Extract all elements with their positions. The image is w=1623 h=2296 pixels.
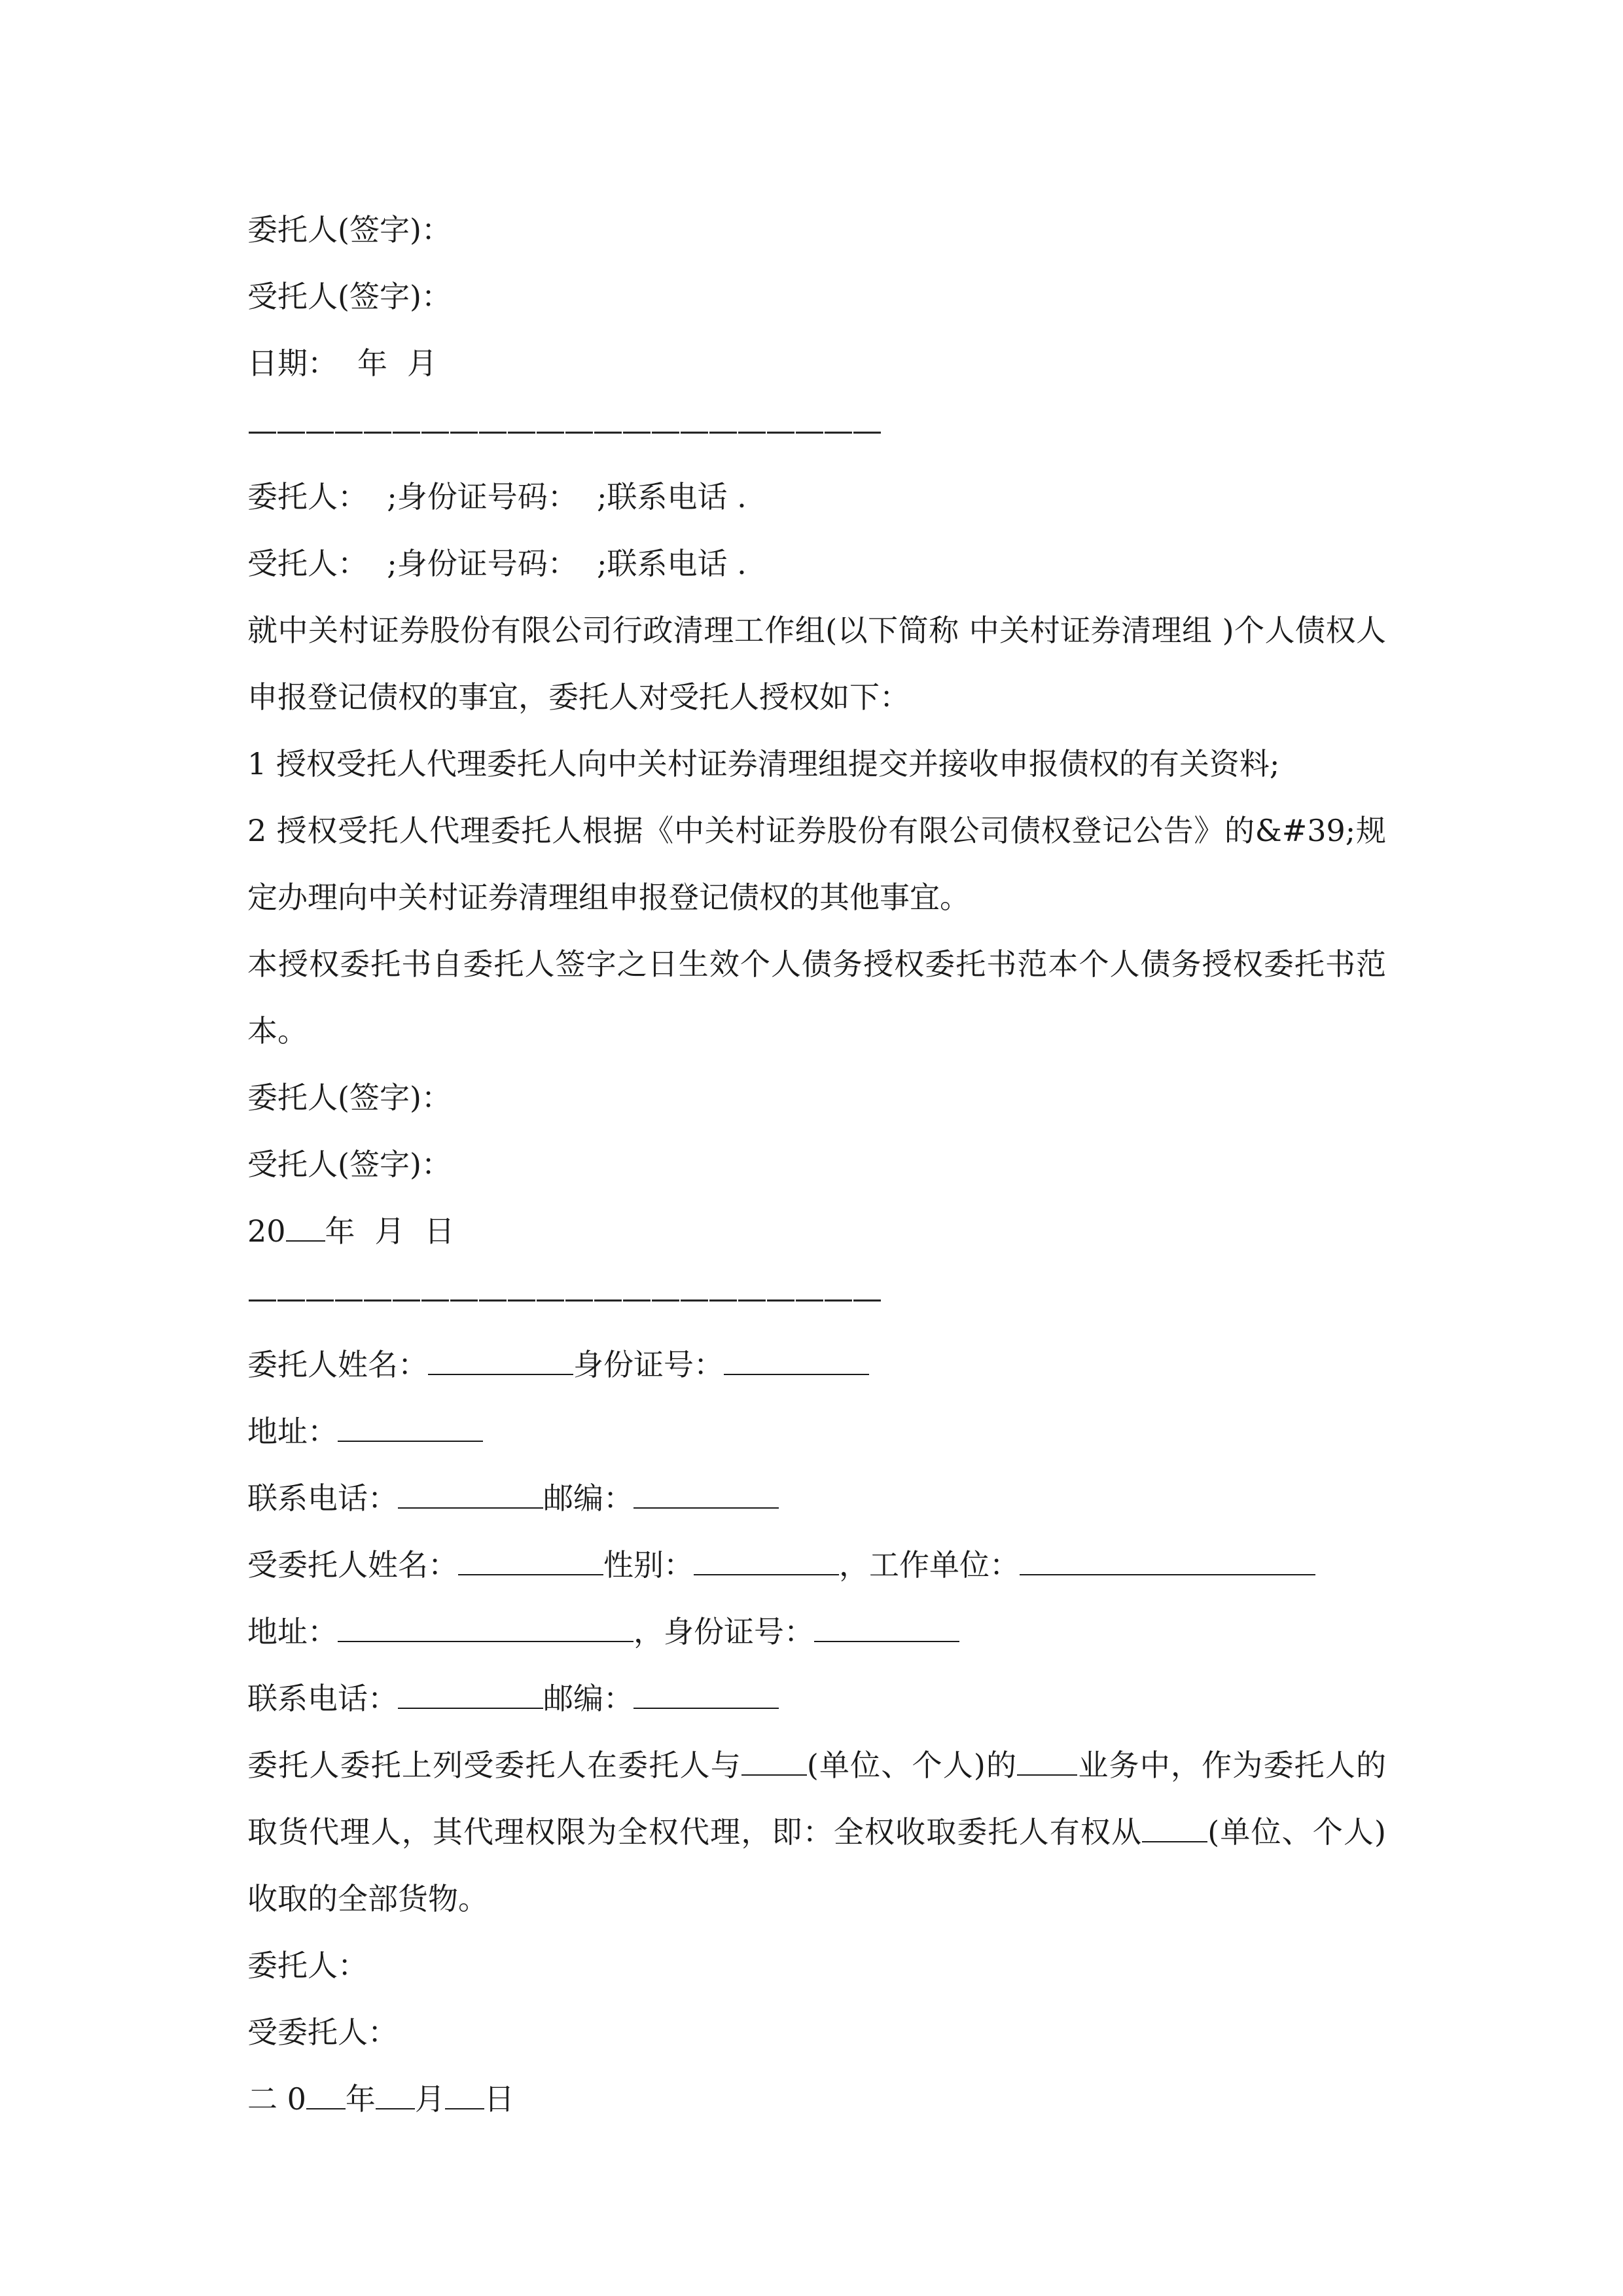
month-blank[interactable] — [376, 2082, 415, 2109]
authorization-item-1: 1 授权受托人代理委托人向中关村证券清理组提交并接收申报债权的有关资料; — [247, 746, 1280, 781]
work-unit-label: ，工作单位： — [839, 1547, 1020, 1583]
effective-clause: 本授权委托书自委托人签字之日生效个人债务授权委托书范本个人债务授权委托书范本。 — [247, 946, 1386, 1049]
id-blank[interactable] — [724, 1348, 869, 1375]
principal-signature-line — [247, 196, 1386, 263]
section-divider-2: —————————————————————— — [247, 1280, 881, 1316]
date-year: 年 — [345, 2081, 376, 2117]
agent-signature-line — [247, 263, 1386, 330]
principal-signature-label: 委托人(签字)： — [247, 212, 452, 247]
principal-name-blank[interactable] — [428, 1348, 573, 1375]
agent-label: 受委托人： — [247, 2015, 398, 2050]
party-blank[interactable] — [741, 1748, 807, 1776]
date-line-2 — [247, 1198, 1386, 1265]
date-month: 月 — [414, 2081, 445, 2117]
id-label: ，身份证号： — [633, 1614, 814, 1649]
date-label: 日期： — [247, 346, 338, 381]
body-text-1: 委托人委托上列受委托人在委托人与 — [247, 1748, 741, 1783]
agent-name-blank[interactable] — [458, 1548, 603, 1575]
agent-signature-label: 受托人(签字)： — [247, 279, 452, 314]
date-line-3 — [247, 2066, 1386, 2132]
address-blank[interactable] — [338, 1414, 483, 1442]
id-label: 身份证号： — [573, 1347, 724, 1382]
agent-signature-line-2 — [247, 1131, 1386, 1198]
delegation-paragraph — [247, 1732, 1386, 1932]
address-blank[interactable] — [338, 1615, 633, 1642]
agent-info-line: 受托人： ;身份证号码： ;联系电话 . — [247, 546, 747, 581]
agent-name-label: 受委托人姓名： — [247, 1547, 458, 1583]
gender-label: 性别： — [603, 1547, 694, 1583]
gender-blank[interactable] — [694, 1548, 839, 1575]
body-text-2: (单位、个人)的 — [806, 1748, 1018, 1783]
date-day: 日 — [424, 1213, 455, 1249]
work-unit-blank[interactable] — [1020, 1548, 1315, 1575]
principal-name-label: 委托人姓名： — [247, 1347, 428, 1382]
body-text-3: 业务中，作为委托人的取货代理人，其代理权限为全权代理，即：全权收取委托人有权从 — [247, 1748, 1386, 1850]
postcode-label: 邮编： — [543, 1480, 633, 1516]
date-line — [247, 330, 1386, 397]
date-day: 日 — [484, 2081, 514, 2117]
id-blank[interactable] — [814, 1615, 959, 1642]
date-year: 年 — [357, 346, 387, 381]
principal-name-line — [247, 1331, 1386, 1398]
agent-signature-label: 受托人(签字)： — [247, 1147, 452, 1182]
phone-line-2 — [247, 1665, 1386, 1732]
address-label: 地址： — [247, 1614, 338, 1649]
body-text-4: (单位、个人)收取的全部货物。 — [247, 1814, 1387, 1916]
phone-label: 联系电话： — [247, 1480, 398, 1516]
phone-line — [247, 1465, 1386, 1532]
date-month: 月 — [407, 346, 437, 381]
day-blank[interactable] — [445, 2082, 484, 2109]
principal-label: 委托人： — [247, 1948, 368, 1983]
business-blank[interactable] — [1017, 1748, 1077, 1776]
principal-line — [247, 1932, 1386, 1999]
date-year: 年 — [325, 1213, 355, 1249]
phone-label: 联系电话： — [247, 1681, 398, 1716]
postcode-label: 邮编： — [543, 1681, 633, 1716]
document-page — [247, 196, 1386, 2132]
section-divider: —————————————————————— — [247, 412, 881, 448]
phone-blank[interactable] — [398, 1681, 543, 1709]
principal-signature-line-2 — [247, 1064, 1386, 1131]
address-label: 地址： — [247, 1414, 338, 1449]
source-blank[interactable] — [1142, 1815, 1207, 1842]
authorization-item-2: 2 授权受托人代理委托人根据《中关村证券股份有限公司债权登记公告》的&#39;规定办理向中关村证券清理组申报登记债权的其他事宜。 — [247, 813, 1386, 915]
year-blank[interactable] — [286, 1214, 325, 1242]
date-prefix: 二 0 — [247, 2081, 306, 2117]
agent-name-line — [247, 1532, 1386, 1598]
principal-info-line: 委托人： ;身份证号码： ;联系电话 . — [247, 479, 747, 514]
date-month: 月 — [374, 1213, 405, 1249]
postcode-blank[interactable] — [633, 1481, 779, 1509]
agent-line — [247, 1999, 1386, 2066]
year-blank[interactable] — [306, 2082, 346, 2109]
postcode-blank[interactable] — [633, 1681, 779, 1709]
intro-paragraph: 就中关村证券股份有限公司行政清理工作组(以下简称 中关村证券清理组 )个人债权人申报登记债权的事宜，委托人对受托人授权如下： — [247, 613, 1386, 715]
principal-signature-label: 委托人(签字)： — [247, 1080, 452, 1115]
phone-blank[interactable] — [398, 1481, 543, 1509]
date-prefix: 20 — [247, 1213, 286, 1249]
address-line-2 — [247, 1598, 1386, 1665]
address-line — [247, 1398, 1386, 1465]
